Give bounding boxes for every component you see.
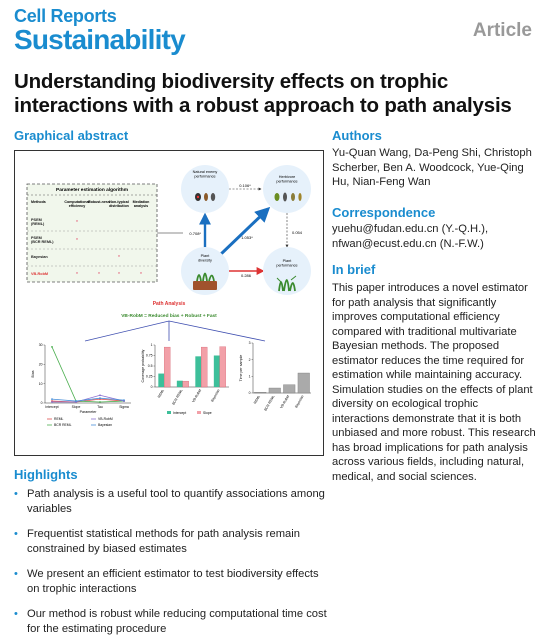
vbrobm-summary: VB-RobM = Reduced bias + Robust + Fast bbox=[121, 314, 217, 319]
node-label-line: diversity bbox=[198, 258, 212, 263]
time-bar-chart bbox=[239, 341, 311, 411]
x-tick-label: Bayesian bbox=[210, 388, 221, 403]
node-label-line: Herbivore bbox=[278, 175, 296, 179]
table-check-mark: * bbox=[76, 238, 78, 244]
bar bbox=[269, 388, 281, 393]
edge-label-herbivore-plant: 0.054 bbox=[292, 230, 303, 235]
y-axis-label: Time per sample bbox=[239, 354, 243, 382]
bar bbox=[177, 381, 183, 387]
journal-name-line1: Cell Reports bbox=[14, 6, 117, 26]
data-point bbox=[51, 346, 53, 348]
bar bbox=[183, 381, 189, 387]
table-check-mark: * bbox=[118, 272, 120, 278]
y-tick-label: 30 bbox=[38, 343, 43, 348]
bullet-icon: • bbox=[14, 568, 18, 580]
email-link-nfw[interactable]: nfwan@ecust.edu.cn (N.-F.W.) bbox=[332, 237, 484, 250]
header-line: Mediation bbox=[132, 200, 150, 204]
table-check-mark: * bbox=[118, 255, 120, 261]
x-tick-label: Sigma bbox=[119, 405, 129, 409]
x-tick-label: Tau bbox=[97, 405, 103, 409]
y-tick-label: 0 bbox=[40, 401, 43, 406]
correspondence-heading: Correspondence bbox=[332, 205, 436, 220]
in-brief-text: This paper introduces a novel estimator for path analysis that significantly improves computational efficiency compared with traditional multivariate Bayesian methods. The proposed estimator reduces the time required for estimation while maintaining accuracy. Simulation studies on the effects of plant diversity on ecological trophic interactions demonstrate that it is both unbiased and more robust. This research has broad implications for path analysis across various fields, including natural, medical, and social sciences. bbox=[332, 282, 536, 483]
authors-heading: Authors bbox=[332, 128, 382, 143]
y-axis-label: Bias bbox=[31, 370, 35, 378]
header-line: analysis bbox=[133, 204, 149, 208]
path-analysis-label: Path Analysis bbox=[152, 301, 186, 307]
x-tick-label: Bayesian bbox=[294, 394, 305, 409]
legend-label: Bayesian bbox=[98, 423, 112, 427]
bullet-icon: • bbox=[14, 528, 18, 540]
y-tick-label: 0 bbox=[248, 391, 251, 396]
bar bbox=[195, 356, 201, 387]
node-enemy-label bbox=[193, 170, 218, 178]
y-tick-label: 0.25 bbox=[145, 374, 153, 379]
enemy-insects-icon bbox=[195, 193, 215, 201]
estimation-table-title: Parameter estimation algorithm bbox=[56, 188, 128, 193]
method-line: (REML) bbox=[31, 222, 45, 227]
bar bbox=[164, 347, 170, 387]
y-tick-label: 20 bbox=[38, 362, 43, 367]
legend-label: BCR REML bbox=[54, 423, 72, 427]
y-tick-label: 10 bbox=[38, 381, 43, 386]
highlight-item: • Frequentist statistical methods for path analysis remain constrained by biased estimates bbox=[14, 528, 300, 555]
node-herbivore-label bbox=[276, 175, 297, 183]
node-plant bbox=[263, 247, 311, 295]
correspondence-emails bbox=[332, 222, 536, 251]
bias-line-chart bbox=[31, 343, 131, 427]
graphical-abstract bbox=[14, 150, 324, 456]
node-label-line: performance bbox=[276, 179, 298, 184]
table-column-header bbox=[133, 200, 150, 208]
header-line: Non-typical bbox=[109, 200, 129, 204]
edge-label-diversity-enemy: 0.708* bbox=[189, 231, 201, 236]
node-label-line: Plant bbox=[200, 254, 210, 258]
legend-label: VB-RobM bbox=[98, 417, 113, 421]
series-line bbox=[52, 395, 124, 402]
edge-label-diversity-plant: 0.286 bbox=[240, 273, 252, 278]
y-tick-label: 2 bbox=[248, 357, 251, 362]
header-line: efficiency bbox=[68, 204, 86, 208]
header-line: Computational bbox=[64, 200, 90, 204]
x-tick-label: Intercept bbox=[45, 405, 59, 409]
node-label-line: Plant bbox=[282, 259, 292, 263]
journal-logo bbox=[14, 7, 185, 54]
y-tick-label: 0.75 bbox=[145, 353, 153, 358]
x-tick-label: Slope bbox=[71, 405, 81, 409]
node-label-line: Natural enemy bbox=[192, 170, 218, 174]
y-tick-label: 0 bbox=[150, 385, 153, 390]
x-tick-label: REML bbox=[156, 388, 166, 399]
table-check-mark: * bbox=[98, 272, 100, 278]
legend-label: Slope bbox=[203, 411, 212, 415]
x-axis-label: Parameter bbox=[79, 410, 97, 414]
edge-label-diversity-herbivore: 1.053* bbox=[241, 235, 253, 240]
data-point bbox=[51, 401, 53, 403]
email-link-yqh[interactable]: yuehu@fudan.edu.cn (Y.-Q.H.), bbox=[332, 223, 489, 235]
series-line bbox=[52, 347, 124, 402]
x-tick-label: BCR REML bbox=[171, 388, 184, 406]
y-tick-label: 1 bbox=[248, 374, 251, 379]
legend-swatch bbox=[167, 411, 171, 414]
data-point bbox=[123, 399, 125, 401]
bullet-icon: • bbox=[14, 608, 18, 620]
bar bbox=[201, 347, 207, 387]
path-diagram bbox=[157, 165, 311, 295]
bar bbox=[298, 373, 310, 393]
legend-label: Intercept bbox=[173, 411, 187, 415]
table-row-method: Bayesian bbox=[31, 255, 48, 259]
x-tick-label: VB-RobM bbox=[191, 388, 203, 404]
data-point bbox=[99, 401, 101, 403]
y-tick-label: 3 bbox=[248, 341, 251, 346]
article-title: Understanding biodiversity effects on trophic interactions with a robust approach to path analysis bbox=[14, 70, 512, 117]
highlight-item: • Path analysis is a useful tool to quantify associations among variables bbox=[14, 488, 325, 515]
method-line: (BCR REML) bbox=[31, 240, 54, 245]
bar bbox=[254, 392, 266, 393]
coverage-bar-chart bbox=[141, 343, 229, 415]
method-line: PSEM bbox=[31, 218, 42, 222]
fan-out-lines bbox=[85, 321, 265, 341]
graphical-abstract-figure bbox=[15, 151, 323, 455]
highlight-item: • Our method is robust while reducing computational time cost for the estimating procedure bbox=[14, 608, 327, 635]
node-label-line: performance bbox=[276, 263, 298, 268]
y-tick-label: 0.5 bbox=[147, 364, 153, 369]
bar bbox=[220, 347, 226, 387]
table-check-mark: * bbox=[76, 220, 78, 226]
bar bbox=[214, 356, 220, 388]
journal-name-line2: Sustainability bbox=[14, 24, 185, 55]
header-line: distribution bbox=[109, 204, 129, 208]
x-tick-label: BCR REML bbox=[263, 394, 276, 412]
legend-swatch bbox=[197, 411, 201, 414]
node-herbivore bbox=[263, 165, 311, 213]
y-axis-label: Coverage probability bbox=[141, 349, 145, 383]
article-type-label: Article bbox=[472, 20, 532, 41]
data-point bbox=[51, 398, 53, 400]
node-label-line: performance bbox=[194, 174, 216, 179]
bar bbox=[283, 385, 295, 393]
bullet-icon: • bbox=[14, 488, 18, 500]
method-line: PSEM bbox=[31, 236, 42, 240]
x-tick-label: VB-RobM bbox=[279, 394, 291, 410]
data-point bbox=[99, 397, 101, 399]
bar bbox=[158, 374, 164, 387]
table-column-header bbox=[109, 200, 129, 208]
highlight-item: • We present an efficient estimator to test biodiversity effects on trophic interactions bbox=[14, 568, 319, 595]
edge-label-enemy-herbivore: 0.106* bbox=[239, 183, 251, 188]
x-tick-label: REML bbox=[252, 394, 262, 405]
table-column-header: Robust-ness bbox=[88, 200, 110, 204]
in-brief-heading: In brief bbox=[332, 262, 376, 277]
data-point bbox=[75, 400, 77, 402]
y-tick-label: 1 bbox=[150, 343, 153, 348]
data-point bbox=[99, 394, 101, 396]
table-row-method: VB-RobM bbox=[31, 272, 49, 276]
graphical-abstract-heading: Graphical abstract bbox=[14, 128, 129, 143]
estimation-table-frame bbox=[27, 184, 157, 282]
table-check-mark: * bbox=[76, 272, 78, 278]
table-column-header: Methods bbox=[31, 200, 46, 204]
highlights-heading: Highlights bbox=[14, 467, 78, 482]
legend-label: REML bbox=[54, 417, 64, 421]
author-list: Yu-Quan Wang, Da-Peng Shi, Christoph Scherber, Ben A. Woodcock, Yue-Qing Hu, Nian-Feng Wan bbox=[332, 147, 532, 188]
table-check-mark: * bbox=[140, 272, 142, 278]
edge-diversity-herbivore bbox=[220, 209, 268, 255]
